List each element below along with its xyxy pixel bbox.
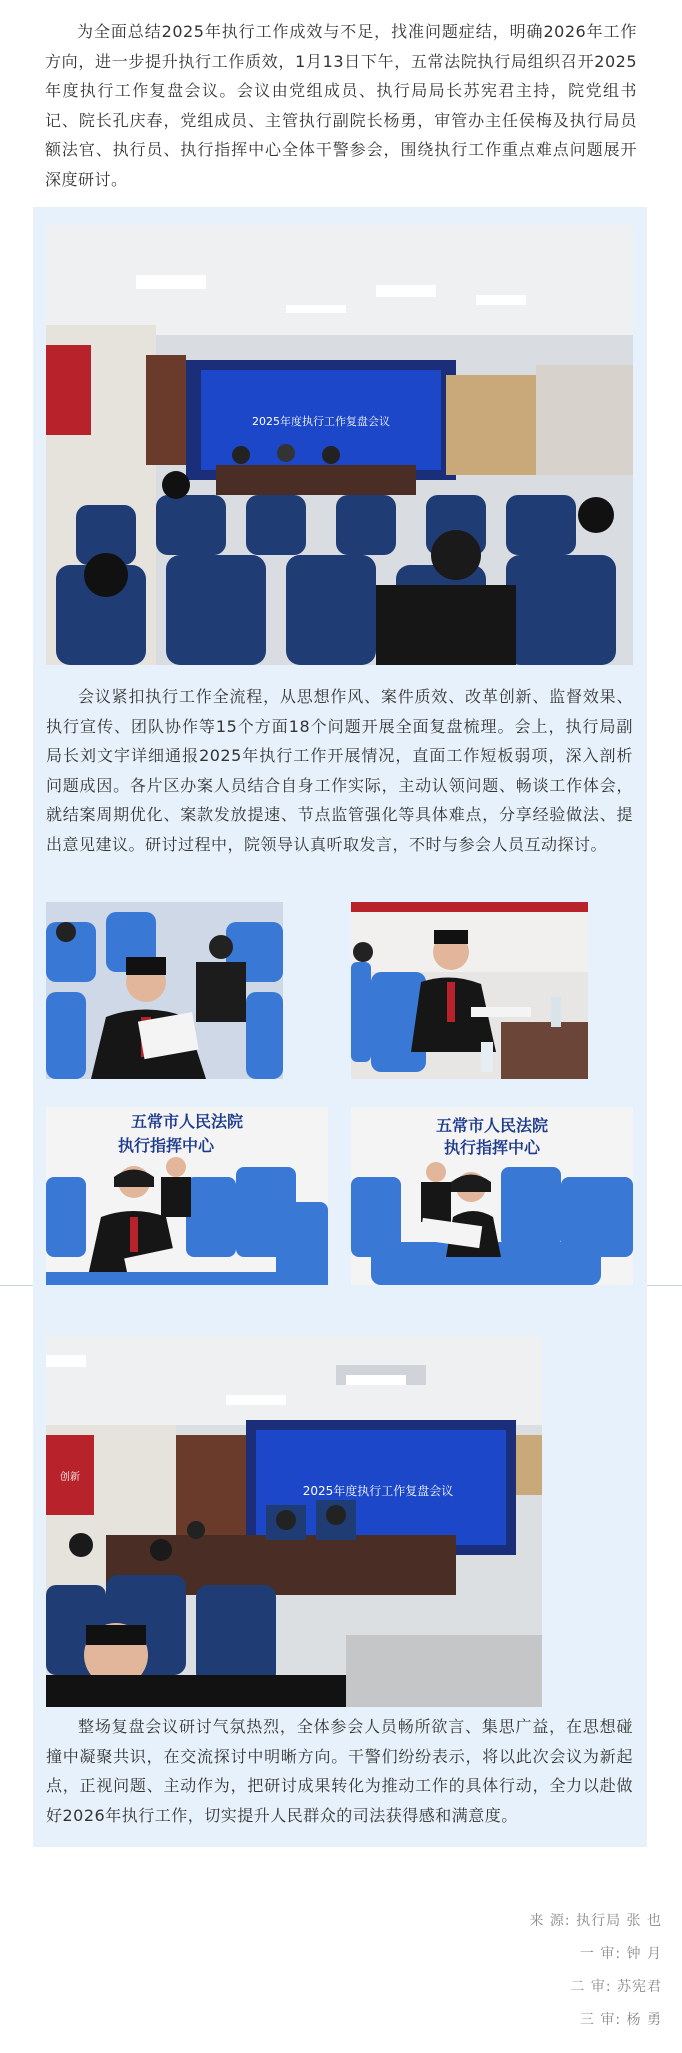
wall-sign-line2: 执行指挥中心 [117,1136,215,1155]
content-panel [33,207,647,1847]
body-paragraph-3: 整场复盘会议研讨气氛热烈，全体参会人员畅所欲言、集思广益，在思想碰撞中凝聚共识，在交流探讨中明晰方向。干警们纷纷表示，将以此次会议为新起点，正视问题、主动作为，把研讨成果转化为推动工作的具体行动，全力以赴做好2026年执行工作，切实提升人民群众的司法获得感和满意度。 [46,1717,633,1825]
wall-sign-line2-b: 执行指挥中心 [443,1138,541,1157]
body-paragraph-2: 会议紧扣执行工作全流程，从思想作风、案件质效、改革创新、监督效果、执行宣传、团队协作等15个方面18个问题开展全面复盘梳理。会上，执行局副局长刘文宇详细通报2025年执行工作开展情况，直面工作短板弱项，深入剖析问题成因。各片区办案人员结合自身工作实际，主动认领问题、畅谈工作体会，就结案周期优化、案款发放提速、节点监管强化等具体难点，分享经验做法、提出意见建议。研讨过程中，院领导认真听取发言，不时与参会人员互动探讨。 [46,687,633,854]
credit-review-2: 二 审: 苏宪君 [570,1979,662,1995]
photo-speaker-reading [46,902,283,1079]
photo-meeting-room [46,225,633,665]
body-paragraph-2-block [46,682,633,859]
screen-title-text-b: 2025年度执行工作复盘会议 [302,1484,454,1498]
intro-paragraph-block [45,17,637,194]
intro-paragraph: 为全面总结2025年执行工作成效与不足，找准问题症结，明确2026年工作方向，进一步提升执行工作质效，1月13日下午，五常法院执行局组织召开2025年度执行工作复盘会议。会议由党组成员、执行局局长苏宪君主持，院党组书记、院长孔庆春，党组成员、主管执行副院长杨勇，审管办主任侯梅及执行局员额法官、执行员、执行指挥中心全体干警参会，围绕执行工作重点难点问题展开深度研讨。 [45,22,637,189]
photo-command-center-left [46,1107,328,1285]
credits-block [529,1912,662,2044]
body-paragraph-3-block [46,1712,633,1830]
credit-review-3: 三 审: 杨 勇 [579,2012,662,2028]
banner-text: 创新 [60,1472,80,1483]
photo-meeting-room-wide [46,1335,542,1707]
wall-sign-line1-b: 五常市人民法院 [435,1116,549,1135]
wall-sign-line1: 五常市人民法院 [130,1112,244,1131]
photo-command-center-right [351,1107,633,1285]
photo-leader-listening [351,902,588,1079]
screen-title-text: 2025年度执行工作复盘会议 [252,415,390,428]
credit-review-1: 一 审: 钟 月 [579,1946,662,1962]
credit-source: 来 源: 执行局 张 也 [529,1913,662,1929]
